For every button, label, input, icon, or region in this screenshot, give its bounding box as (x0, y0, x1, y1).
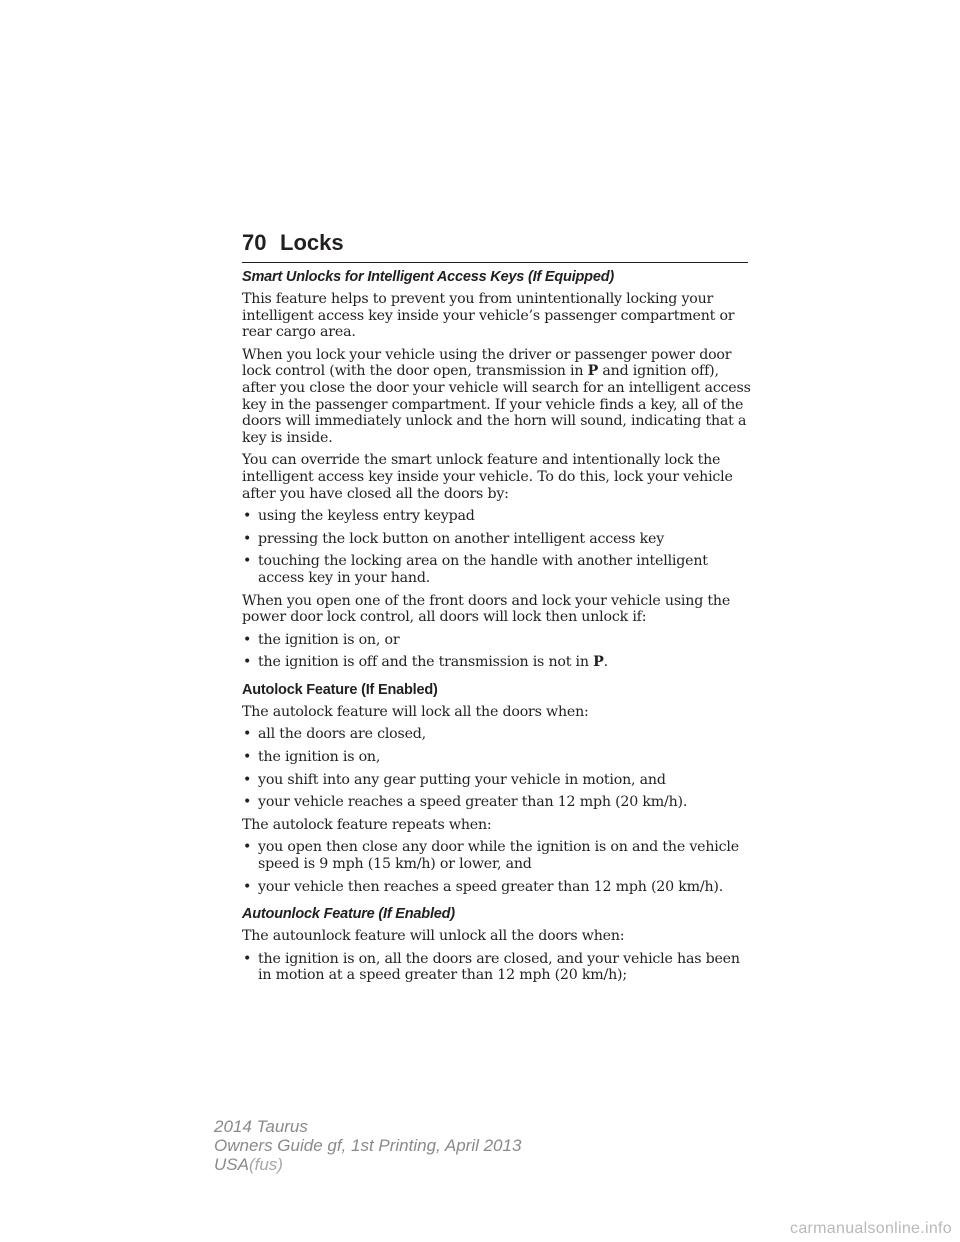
bullet-icon: • (243, 508, 252, 525)
list-item-period: . (603, 654, 608, 671)
list-item (242, 794, 754, 811)
smart-unlocks-heading: Smart Unlocks for Intelligent Access Keys (If Equipped) (242, 269, 614, 285)
list-item-text: the ignition is on, all the doors are closed, and your vehicle has been in motion at a speed greater than 12 mph (20 km/h); (258, 950, 740, 984)
footer-edition: Owners Guide gf, 1st Printing, April 2013 (214, 1136, 522, 1155)
smart-unlocks-paragraph-1: This feature helps to prevent you from unintentionally locking your intelligent access key inside your vehicle’s passenger compartment or rear cargo area. (242, 291, 735, 341)
relock-list (242, 632, 754, 671)
autolock-repeat-list (242, 839, 754, 895)
chapter-title: Locks (280, 230, 344, 255)
list-item-text: all the doors are closed, (258, 726, 426, 743)
page-number: 70 (242, 230, 267, 255)
bullet-icon: • (243, 631, 252, 648)
autounlock-heading: Autounlock Feature (If Enabled) (242, 906, 455, 923)
list-item (242, 749, 754, 766)
smart-unlocks-paragraph-3: You can override the smart unlock feature and intentionally lock the intelligent access key inside your vehicle. To do this, lock your vehicle after you have closed all the doors by: (242, 452, 733, 502)
gear-p: P (593, 654, 604, 671)
list-item (242, 726, 754, 743)
list-item (242, 772, 754, 789)
bullet-icon: • (243, 530, 252, 547)
bullet-icon: • (243, 553, 252, 570)
footer-market-code: (fus) (248, 1155, 283, 1174)
list-item-text: the ignition is on, (258, 749, 381, 766)
list-item (242, 632, 754, 649)
bullet-icon: • (243, 771, 252, 788)
autolock-heading: Autolock Feature (If Enabled) (242, 681, 438, 698)
list-item-text: using the keyless entry keypad (258, 508, 475, 525)
smart-unlocks-paragraph-4: When you open one of the front doors and lock your vehicle using the power door lock control, all doors will lock then unlock if: (242, 592, 731, 626)
bullet-icon: • (243, 950, 252, 967)
list-item-text: the ignition is off and the transmission is not in (258, 654, 594, 671)
list-item (242, 531, 754, 548)
bullet-icon: • (243, 839, 252, 856)
p2-text-before: When you lock your vehicle using the driver or passenger power door lock control (with the door open, transmission in (242, 346, 732, 380)
autolock-intro: The autolock feature will lock all the doors when: (242, 703, 589, 720)
list-item-text: your vehicle reaches a speed greater than 12 mph (20 km/h). (258, 794, 688, 811)
list-item-text: the ignition is on, or (258, 631, 400, 648)
list-item (242, 879, 754, 896)
bullet-icon: • (243, 654, 252, 671)
p2-gear-p: P (587, 363, 599, 380)
list-item (242, 839, 754, 872)
list-item (242, 553, 754, 586)
bullet-icon: • (243, 794, 252, 811)
list-item (242, 508, 754, 525)
list-item-text: you open then close any door while the ignition is on and the vehicle speed is 9 mph (15 km/h) or lower, and (258, 839, 739, 873)
watermark: carmanualsonline.info (790, 1220, 952, 1237)
document-footer (214, 1117, 521, 1174)
list-item-text: you shift into any gear putting your vehicle in motion, and (258, 771, 666, 788)
bullet-icon: • (243, 749, 252, 766)
bullet-icon: • (243, 726, 252, 743)
autounlock-intro: The autounlock feature will unlock all the doors when: (242, 928, 625, 945)
autounlock-list (242, 951, 754, 984)
list-item-text: touching the locking area on the handle with another intelligent access key in your hand. (258, 553, 708, 586)
footer-model: 2014 Taurus (214, 1117, 308, 1136)
list-item (242, 654, 754, 671)
p2-text-after: and ignition off), after you close the door your vehicle will search for an intelligent access key in the passenger compartment. If your vehicle finds a key, all of the doors will immediately unlock and the horn will sound, indicating that a key is inside. (242, 363, 751, 446)
autolock-repeat-intro: The autolock feature repeats when: (242, 816, 492, 833)
page-content (242, 268, 754, 990)
footer-market (214, 1155, 521, 1174)
autolock-list (242, 726, 754, 810)
list-item (242, 951, 754, 984)
smart-unlocks-paragraph-2 (242, 347, 754, 447)
footer-market-name: USA (214, 1155, 249, 1174)
override-list (242, 508, 754, 586)
page-header (242, 226, 748, 263)
list-item-text: your vehicle then reaches a speed greater than 12 mph (20 km/h). (258, 878, 724, 895)
bullet-icon: • (243, 878, 252, 895)
list-item-text: pressing the lock button on another intelligent access key (258, 530, 665, 547)
